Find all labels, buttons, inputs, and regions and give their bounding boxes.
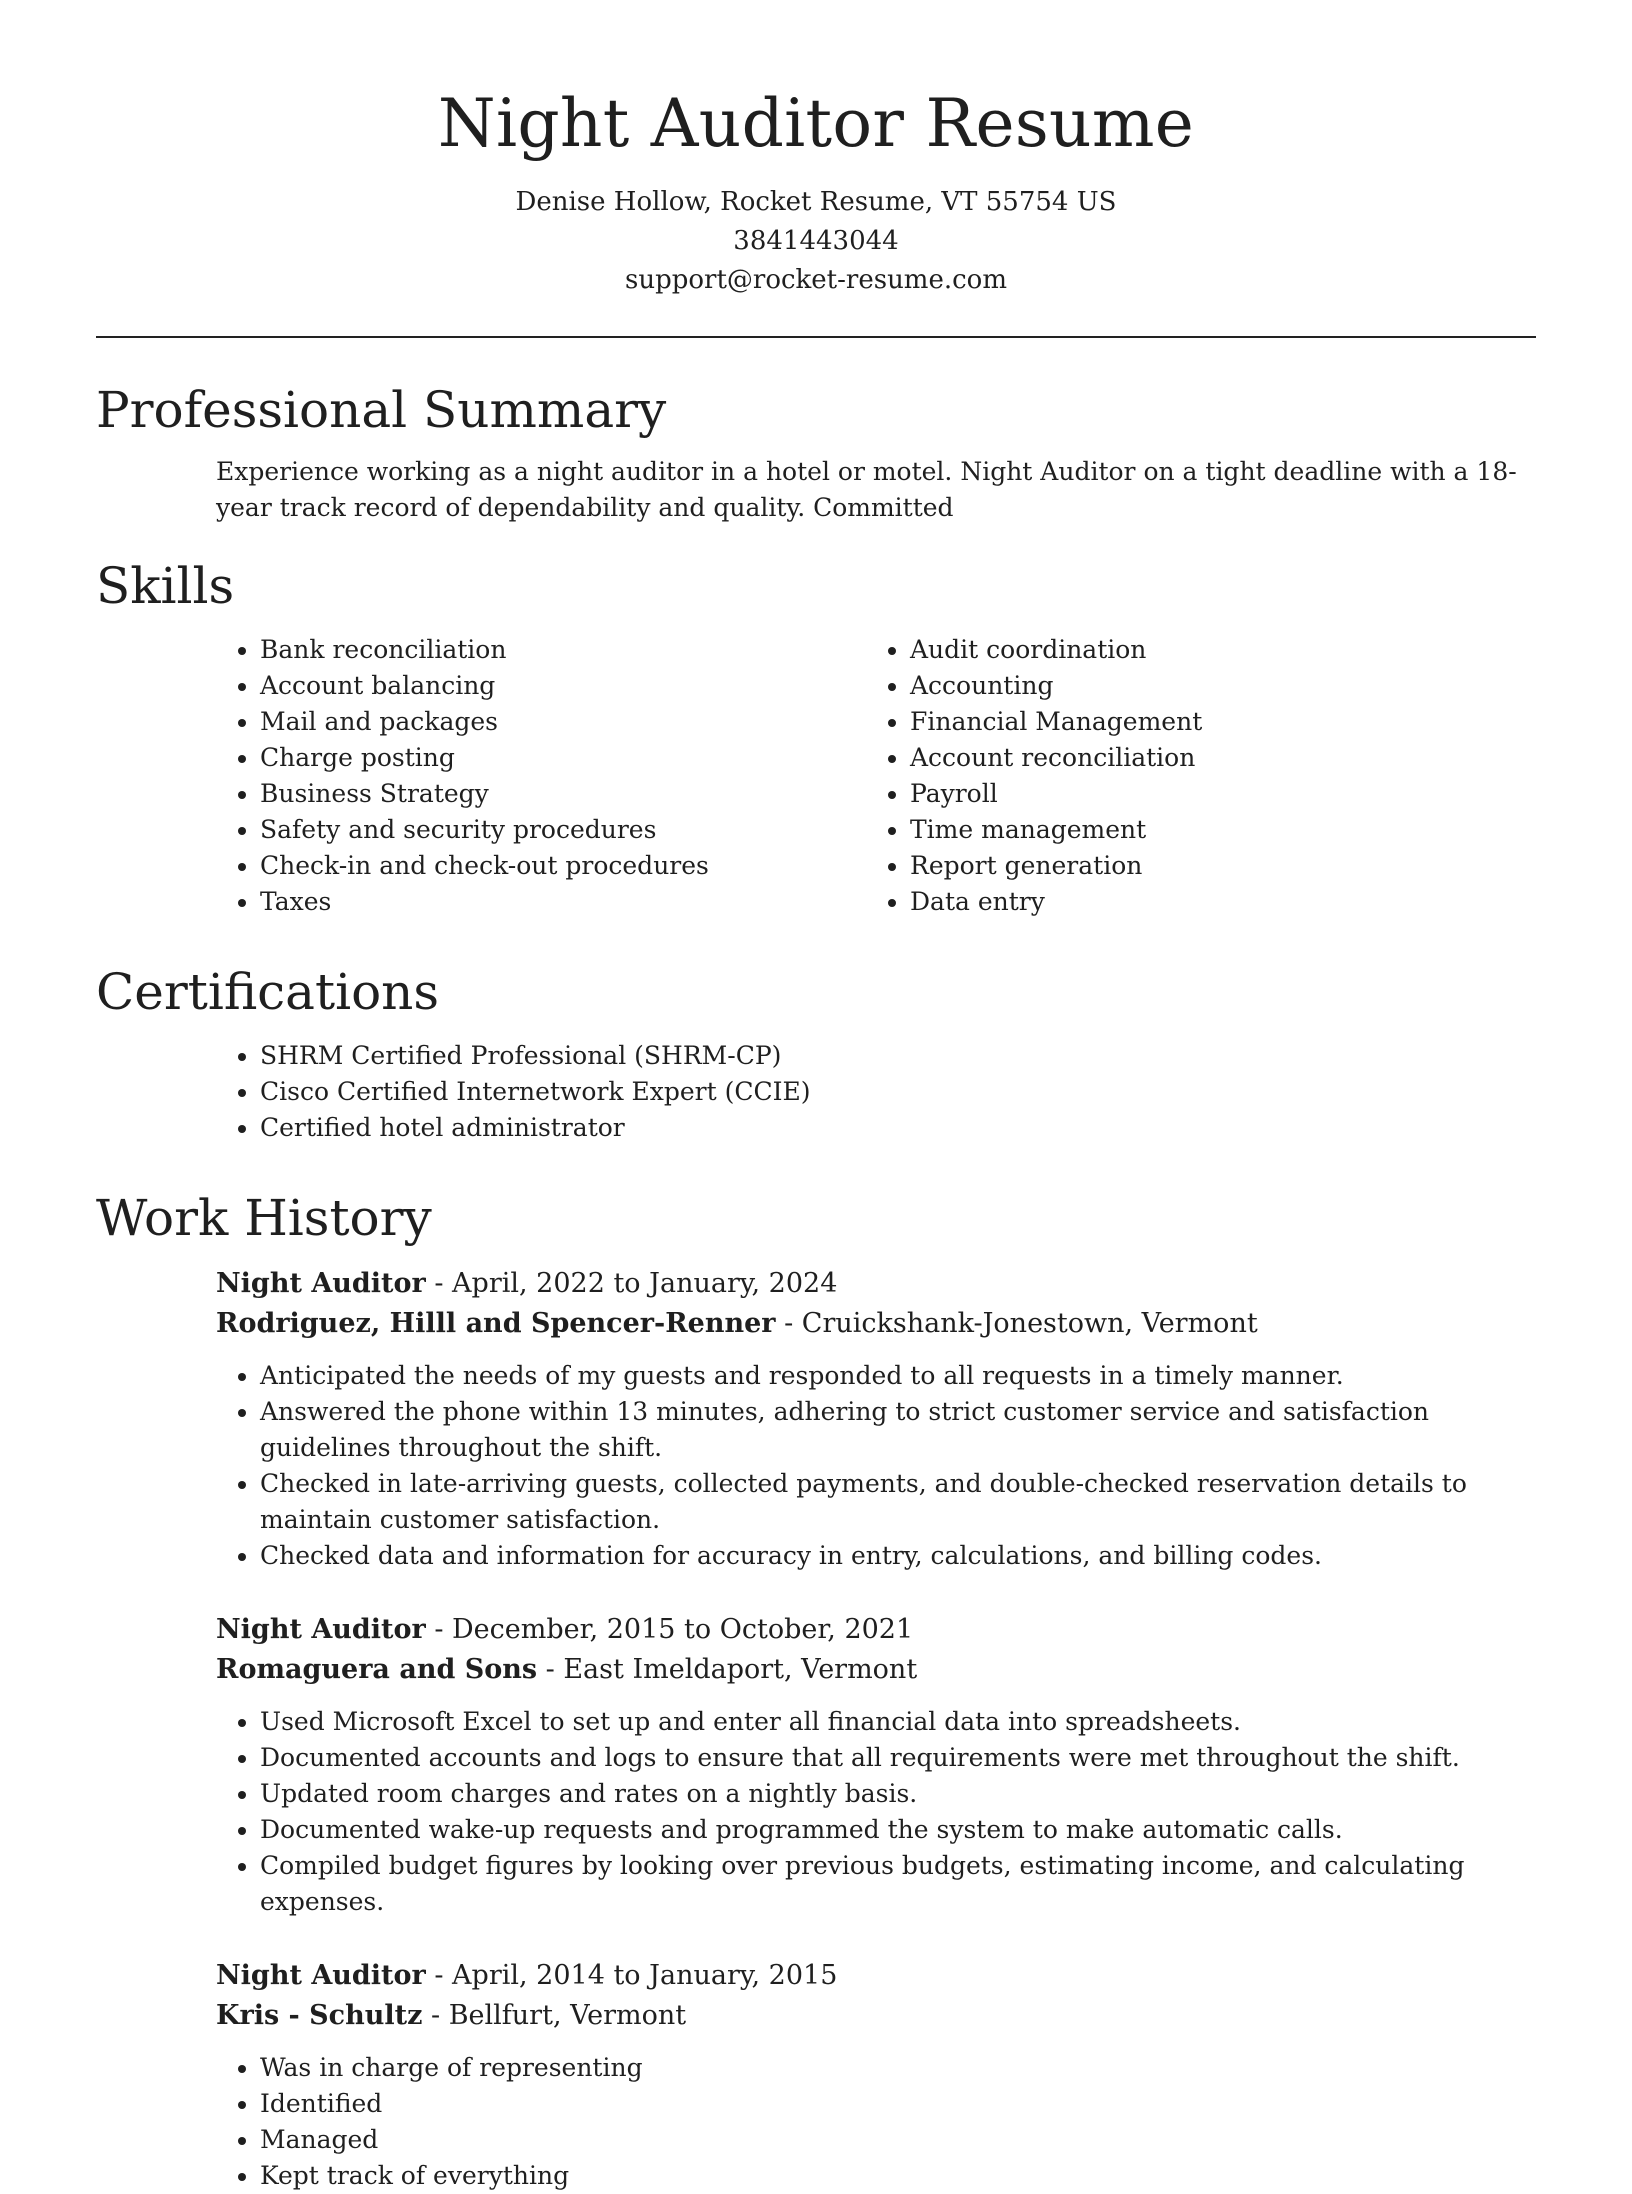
job-entry [216, 1956, 1536, 2194]
summary-text: Experience working as a night auditor in a hotel or motel. Night Auditor on a tight deadline with a 18-year track record of dependability and quality. Committed [216, 457, 1517, 523]
job-bullet: • Updated room charges and rates on a nightly basis. [260, 1776, 1536, 1812]
skill-item: • Safety and security procedures [260, 812, 866, 848]
skills-columns [216, 632, 1536, 920]
job-bullet: • Documented wake-up requests and programmed the system to make automatic calls. [260, 1812, 1536, 1848]
job-bullets [216, 1358, 1536, 1574]
contact-block [0, 183, 1632, 300]
skills-list-right [866, 632, 1516, 920]
job-bullet: • Kept track of everything [260, 2158, 1536, 2194]
job-title-line [216, 1264, 1536, 1304]
job-bullet: • Checked in late-arriving guests, collected payments, and double-checked reservation details to maintain customer satisfaction. [260, 1466, 1536, 1538]
contact-email: support@rocket-resume.com [624, 265, 1007, 296]
skill-item: • Payroll [910, 776, 1516, 812]
job-title-line [216, 1610, 1536, 1650]
job-company: Romaguera and Sons [216, 1654, 538, 1686]
job-company-line [216, 1304, 1536, 1344]
job-company-line [216, 1996, 1536, 2036]
certification-item: • Cisco Certified Internetwork Expert (CCIE) [260, 1074, 1536, 1110]
certifications-list [216, 1038, 1536, 1146]
skill-item: • Report generation [910, 848, 1516, 884]
skill-item: • Audit coordination [910, 632, 1516, 668]
job-dates: - December, 2015 to October, 2021 [425, 1614, 914, 1646]
job-company-line [216, 1650, 1536, 1690]
certification-item: • Certified hotel administrator [260, 1110, 1536, 1146]
job-dates: - April, 2014 to January, 2015 [425, 1960, 838, 1992]
skills-column-left [216, 632, 866, 920]
resume-header [0, 0, 1632, 300]
certifications-heading: Certifications [96, 963, 440, 1022]
summary-heading: Professional Summary [96, 381, 667, 440]
job-title: Night Auditor [216, 1960, 426, 1992]
job-title-line [216, 1956, 1536, 1996]
skill-item: • Accounting [910, 668, 1516, 704]
job-bullet: • Documented accounts and logs to ensure that all requirements were met throughout the shift. [260, 1740, 1536, 1776]
job-entry [216, 1264, 1536, 1574]
skill-item: • Charge posting [260, 740, 866, 776]
job-bullet: • Checked data and information for accuracy in entry, calculations, and billing codes. [260, 1538, 1536, 1574]
job-company: Kris - Schultz [216, 2000, 423, 2032]
work-history-section [96, 1188, 1536, 2194]
skill-item: • Bank reconciliation [260, 632, 866, 668]
job-bullets [216, 1704, 1536, 1920]
job-location: - Bellfurt, Vermont [422, 2000, 687, 2032]
skill-item: • Financial Management [910, 704, 1516, 740]
skill-item: • Mail and packages [260, 704, 866, 740]
job-bullets [216, 2050, 1536, 2194]
job-title: Night Auditor [216, 1268, 426, 1300]
skill-item: • Account balancing [260, 668, 866, 704]
header-divider [96, 336, 1536, 338]
resume-title: Night Auditor Resume [437, 85, 1195, 162]
skill-item: • Time management [910, 812, 1516, 848]
job-dates: - April, 2022 to January, 2024 [425, 1268, 838, 1300]
summary-section [96, 380, 1536, 526]
contact-phone: 3841443044 [733, 226, 899, 257]
skills-heading: Skills [96, 557, 235, 616]
skill-item: • Account reconciliation [910, 740, 1516, 776]
job-bullet: • Anticipated the needs of my guests and responded to all requests in a timely manner. [260, 1358, 1536, 1394]
skills-list-left [216, 632, 866, 920]
job-location: - Cruickshank-Jonestown, Vermont [775, 1308, 1258, 1340]
job-title: Night Auditor [216, 1614, 426, 1646]
job-location: - East Imeldaport, Vermont [537, 1654, 918, 1686]
job-bullet: • Compiled budget figures by looking over previous budgets, estimating income, and calculating expenses. [260, 1848, 1536, 1920]
skill-item: • Data entry [910, 884, 1516, 920]
skill-item: • Business Strategy [260, 776, 866, 812]
job-company: Rodriguez, Hilll and Spencer-Renner [216, 1308, 776, 1340]
skill-item: • Check-in and check-out procedures [260, 848, 866, 884]
skill-item: • Taxes [260, 884, 866, 920]
certifications-section [96, 962, 1536, 1146]
skills-column-right [866, 632, 1516, 920]
job-bullet: • Answered the phone within 13 minutes, adhering to strict customer service and satisfaction guidelines throughout the shift. [260, 1394, 1536, 1466]
job-bullet: • Managed [260, 2122, 1536, 2158]
contact-address: Denise Hollow, Rocket Resume, VT 55754 US [515, 187, 1117, 218]
job-bullet: • Identified [260, 2086, 1536, 2122]
job-bullet: • Was in charge of representing [260, 2050, 1536, 2086]
work-history-heading: Work History [96, 1189, 432, 1248]
job-bullet: • Used Microsoft Excel to set up and enter all financial data into spreadsheets. [260, 1704, 1536, 1740]
skills-section [96, 556, 1536, 920]
job-entry [216, 1610, 1536, 1920]
certification-item: • SHRM Certified Professional (SHRM-CP) [260, 1038, 1536, 1074]
